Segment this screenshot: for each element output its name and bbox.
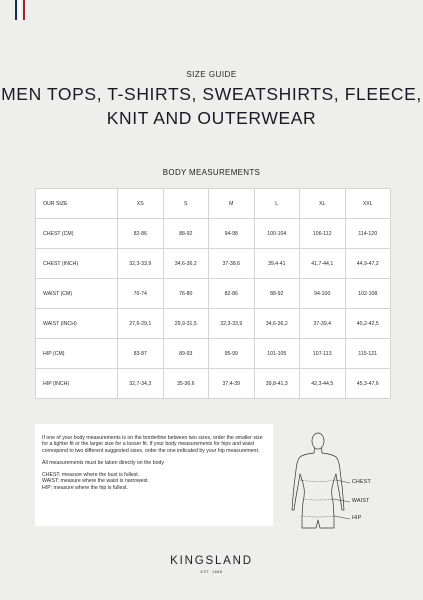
column-header: XL: [300, 189, 346, 219]
table-cell: 70-74: [118, 279, 164, 309]
measurement-notes: [35, 424, 273, 526]
table-cell: 37,4-39: [209, 369, 255, 399]
table-cell: 82-86: [118, 219, 164, 249]
notes-waist: WAIST: measure where the waist is narrowest.: [42, 478, 150, 485]
table-cell: 35-36,6: [163, 369, 209, 399]
row-label: WAIST (CM): [36, 279, 118, 309]
table-cell: 42,3-44,5: [300, 369, 346, 399]
table-header-row: [36, 189, 391, 219]
column-header: OUR SIZE: [36, 189, 118, 219]
flag-stripe-white: [19, 0, 21, 20]
table-cell: 115-121: [345, 339, 391, 369]
notes-paragraph-on-body: All measurements must be taken directly on the body: [42, 459, 164, 466]
table-cell: 76-80: [163, 279, 209, 309]
flag-stripes-logo: [15, 0, 27, 20]
table-row: [36, 249, 391, 279]
table-row: [36, 369, 391, 399]
flag-stripe-blue: [15, 0, 17, 20]
table-row: [36, 339, 391, 369]
notes-chest: CHEST: measure where the bust is fullest.: [42, 472, 140, 479]
table-cell: 34,6-36,2: [163, 249, 209, 279]
column-header: L: [254, 189, 300, 219]
body-measurement-figure: [282, 424, 392, 534]
table-cell: 45,3-47,6: [345, 369, 391, 399]
brand-logo: KINGSLAND: [170, 555, 253, 567]
column-header: M: [209, 189, 255, 219]
brand-established: EST. 1888: [200, 570, 223, 574]
table-cell: 32,3-33,9: [209, 309, 255, 339]
table-cell: 88-92: [163, 219, 209, 249]
hip-label: HIP: [352, 515, 362, 521]
row-label: CHEST (CM): [36, 219, 118, 249]
table-cell: 95-99: [209, 339, 255, 369]
table-cell: 100-104: [254, 219, 300, 249]
column-header: S: [163, 189, 209, 219]
eyebrow-heading: SIZE GUIDE: [186, 70, 237, 79]
table-cell: 102-108: [345, 279, 391, 309]
notes-hip: HIP: measure where the hip is fullest.: [42, 484, 128, 491]
row-label: HIP (INCH): [36, 369, 118, 399]
table-cell: 27,6-29,1: [118, 309, 164, 339]
page-title-line1: MEN TOPS, T-SHIRTS, SWEATSHIRTS, FLEECE,: [1, 84, 422, 104]
flag-stripe-red: [23, 0, 25, 20]
table-cell: 34,6-36,2: [254, 309, 300, 339]
chest-label: CHEST: [352, 479, 371, 485]
table-cell: 89-93: [163, 339, 209, 369]
table-cell: 107-113: [300, 339, 346, 369]
size-table: [35, 188, 391, 399]
table-cell: 82-86: [209, 279, 255, 309]
row-label: HIP (CM): [36, 339, 118, 369]
table-row: [36, 309, 391, 339]
table-row: [36, 279, 391, 309]
table-cell: 94-98: [209, 219, 255, 249]
notes-paragraph-borderline: If one of your body measurements is on the borderline between two sizes, order the smaller size for a tighter fit or the larger size for a looser fit. If your body measurements for hips and waist correspond to two different suggested sizes, order the one indicated by your hip measurement.: [42, 435, 263, 454]
table-cell: 37-38,6: [209, 249, 255, 279]
table-cell: 83-87: [118, 339, 164, 369]
table-cell: 114-120: [345, 219, 391, 249]
body-silhouette-icon: [282, 424, 392, 534]
table-cell: 40,2-42,5: [345, 309, 391, 339]
page-title-line2: KNIT AND OUTERWEAR: [106, 108, 317, 128]
row-label: CHEST (INCH): [36, 249, 118, 279]
table-cell: 39,8-41,3: [254, 369, 300, 399]
table-cell: 101-105: [254, 339, 300, 369]
table-cell: 41,7-44,1: [300, 249, 346, 279]
table-cell: 88-92: [254, 279, 300, 309]
table-cell: 32,7-34,3: [118, 369, 164, 399]
table-cell: 39,4-41: [254, 249, 300, 279]
row-label: WAIST (INCH): [36, 309, 118, 339]
waist-label: WAIST: [352, 498, 370, 504]
table-cell: 29,9-31,5: [163, 309, 209, 339]
table-cell: 32,3-33,9: [118, 249, 164, 279]
table-row: [36, 219, 391, 249]
table-cell: 106-112: [300, 219, 346, 249]
column-header: XS: [118, 189, 164, 219]
section-title: BODY MEASUREMENTS: [162, 168, 261, 177]
table-cell: 44,9-47,2: [345, 249, 391, 279]
table-cell: 37-39,4: [300, 309, 346, 339]
column-header: XXL: [345, 189, 391, 219]
table-cell: 94-100: [300, 279, 346, 309]
